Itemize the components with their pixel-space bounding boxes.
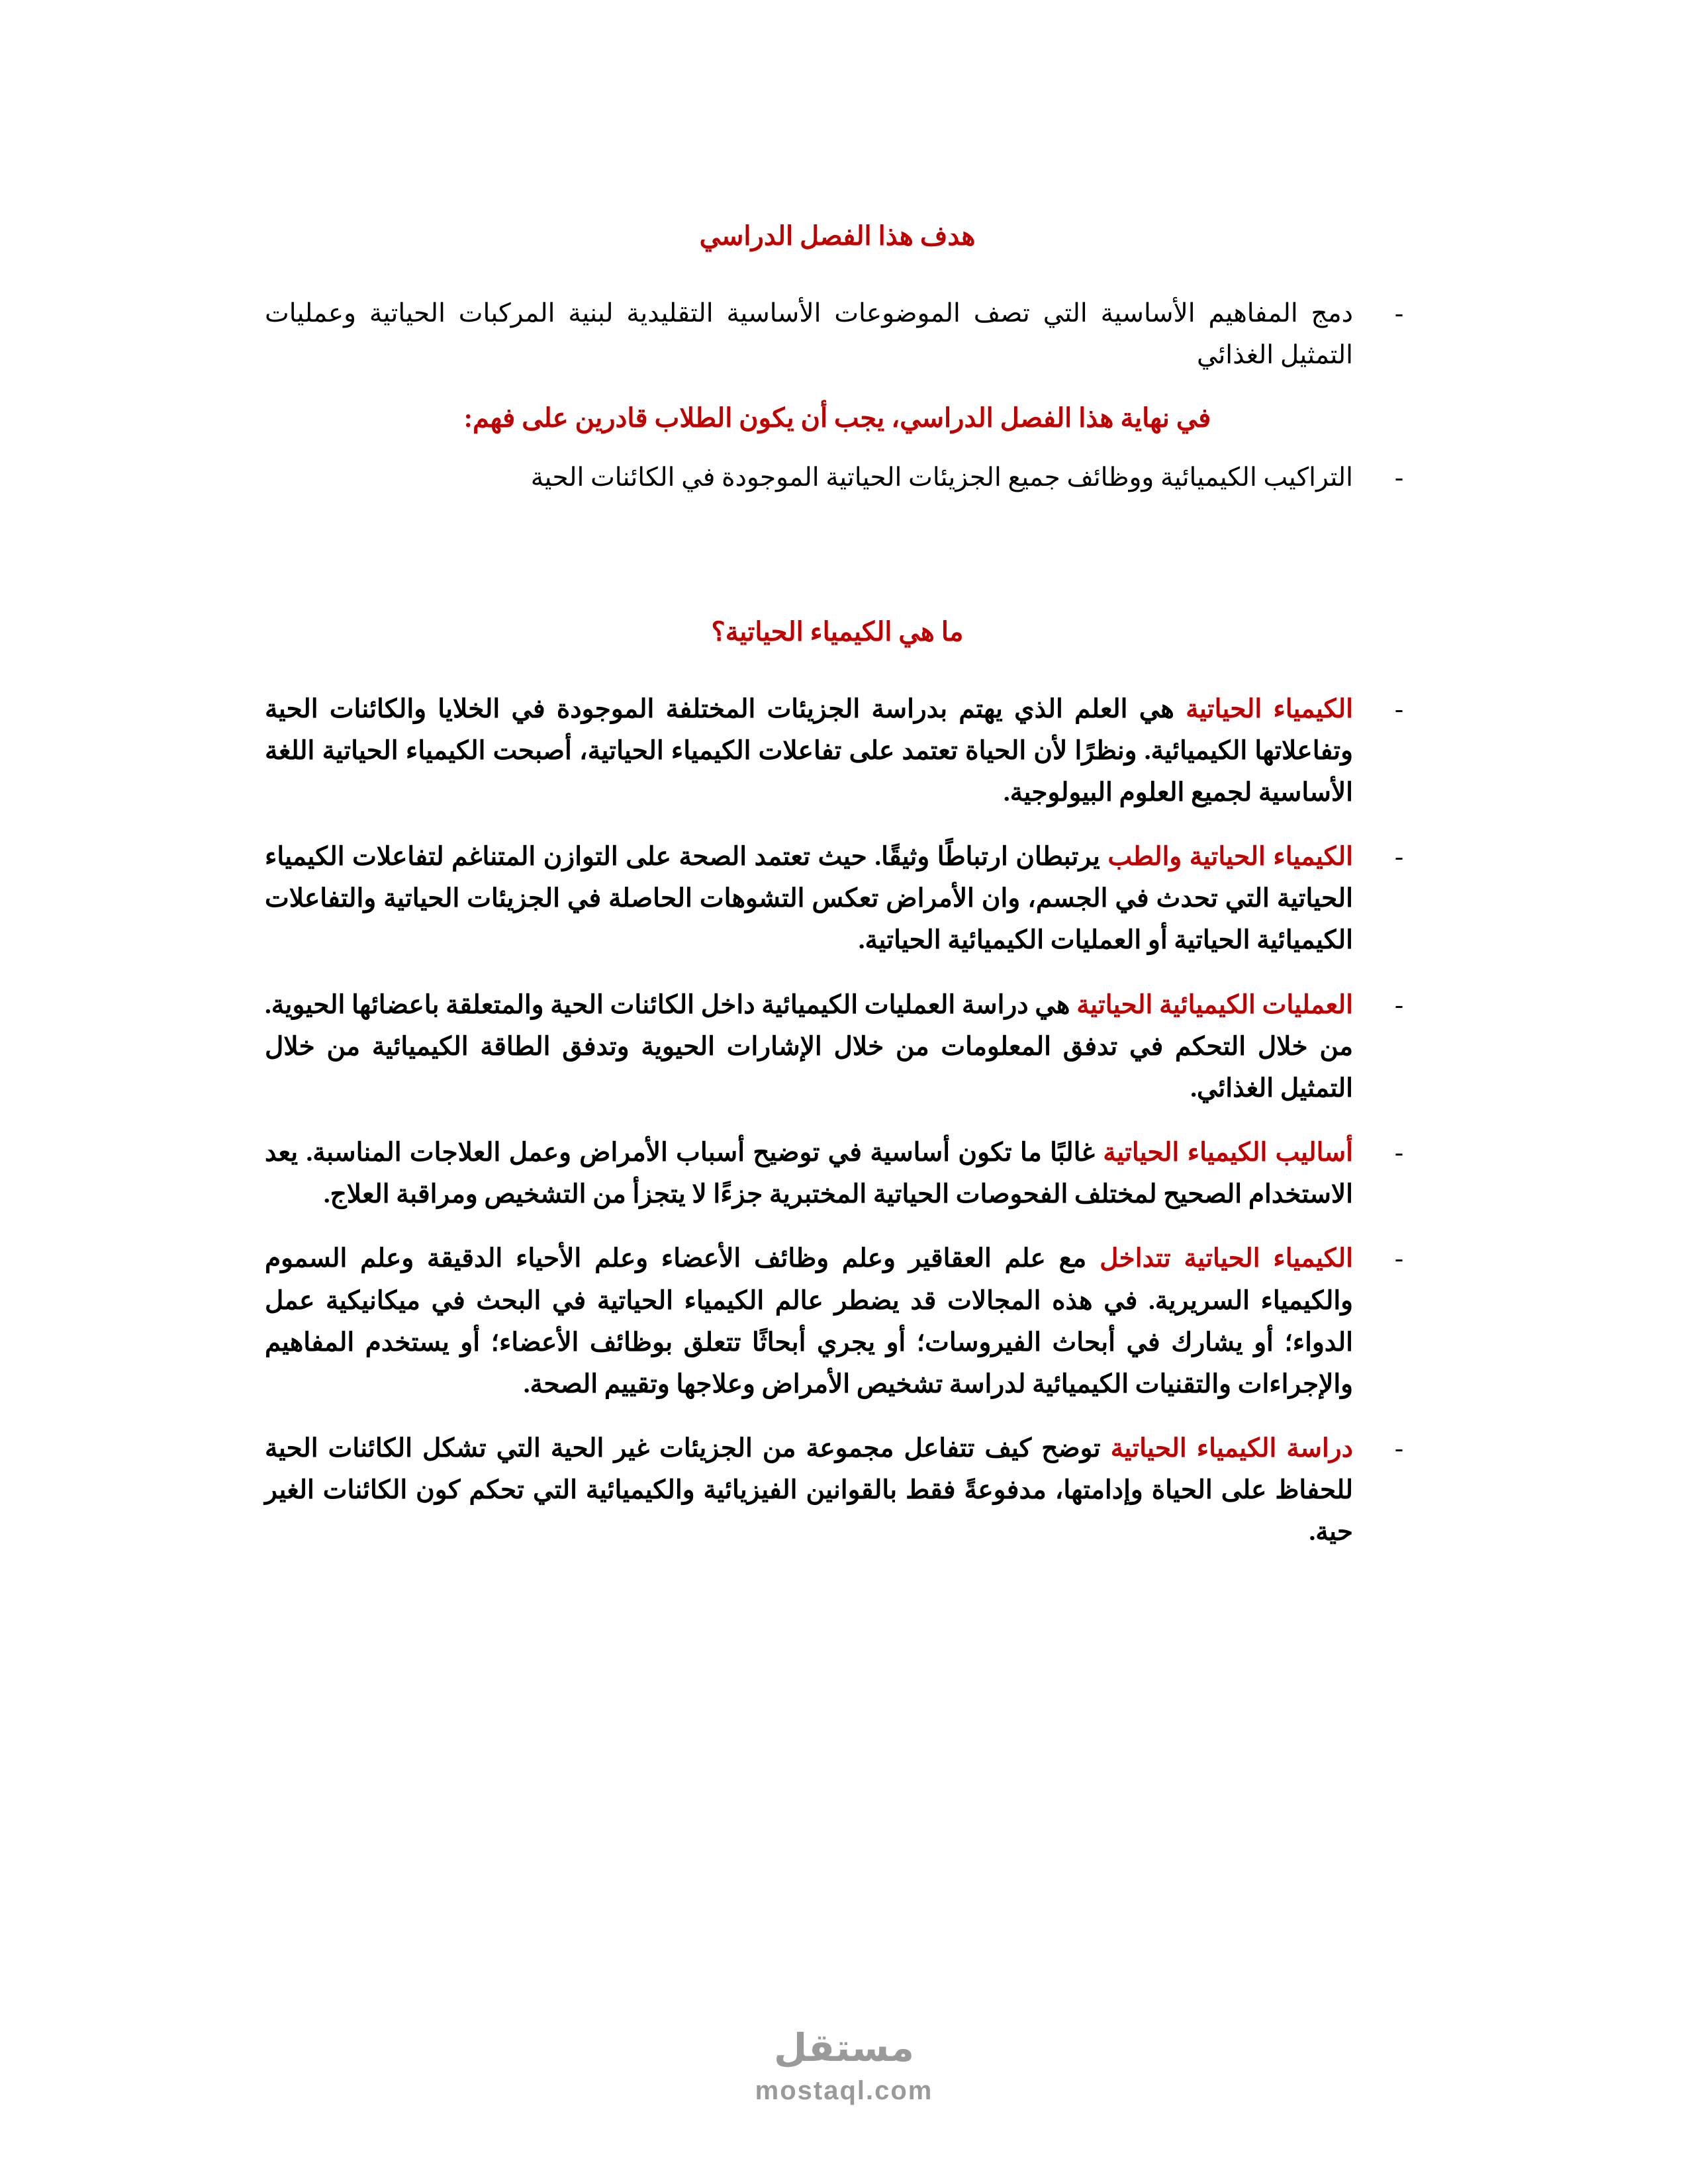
outcomes-item-text: التراكيب الكيميائية ووظائف جميع الجزيئات الحياتية الموجودة في الكائنات الحية (530, 463, 1353, 492)
bullet-dash-icon: - (1395, 694, 1403, 723)
biochemistry-heading: ما هي الكيمياء الحياتية؟ (711, 616, 964, 647)
bullet-item-study (265, 1428, 1410, 1553)
objectives-list-item (265, 293, 1410, 376)
bullet-lead-term: أساليب الكيمياء الحياتية (1103, 1138, 1354, 1167)
bullet-lead-term: الكيمياء الحياتية (1186, 694, 1354, 723)
bullet-body-text: هي دراسة العمليات الكيميائية داخل الكائنات الحية والمتعلقة باعضائها الحيوية. من خلال التحكم في تدفق المعلومات من خلال الإشارات الحيوية وتدفق الطاقة الكيميائية من خلال التمثيل الغذائي. (265, 990, 1353, 1103)
bullet-item-overlap (265, 1238, 1410, 1405)
bullet-body-text: مع علم العقاقير وعلم وظائف الأعضاء وعلم الأحياء الدقيقة وعلم السموم والكيمياء السريرية. في هذه المجالات قد يضطر عالم الكيمياء الحياتية في البحث في ميكانيكية عمل الدواء؛ أو يشارك في أبحاث الفيروسات؛ أو يجري أبحاثًا تتعلق بوظائف الأعضاء؛ أو يستخدم المفاهيم والإجراءات والتقنيات الكيميائية لدراسة تشخيص الأمراض وعلاجها وتقييم الصحة. (265, 1244, 1353, 1398)
bullet-body-text: يرتبطان ارتباطًا وثيقًا. حيث تعتمد الصحة على التوازن المتناغم لتفاعلات الكيمياء الحياتية التي تحدث في الجسم، وان الأمراض تعكس التشوهات الحاصلة في الجزيئات الحياتية والتفاعلات الكيميائية الحياتية أو العمليات الكيميائية الحياتية. (265, 842, 1353, 955)
bullet-dash-icon: - (1395, 990, 1403, 1019)
section-spacer (265, 522, 1410, 563)
bullet-lead-term: الكيمياء الحياتية تتداخل (1100, 1244, 1353, 1273)
bullet-dash-icon: - (1395, 463, 1403, 492)
bullet-body-text: هي العلم الذي يهتم بدراسة الجزيئات المختلفة الموجودة في الخلايا والكائنات الحية وتفاعلاتها الكيميائية. ونظرًا لأن الحياة تعتمد على تفاعلات الكيمياء الحياتية، أصبحت الكيمياء الحياتية اللغة الأساسية لجميع العلوم البيولوجية. (265, 694, 1353, 807)
mostaql-logo-text: مستقل (773, 2025, 915, 2071)
bullet-dash-icon: - (1395, 842, 1403, 872)
objectives-item-text: دمج المفاهيم الأساسية التي تصف الموضوعات الأساسية التقليدية لبنية المركبات الحياتية وعمليات التمثيل الغذائي (265, 299, 1353, 370)
bullet-body-text: توضح كيف تتفاعل مجموعة من الجزيئات غير الحية التي تشكل الكائنات الحية للحفاظ على الحياة وإدامتها، مدفوعةً فقط بالقوانين الفيزيائية والكيميائية التي تحكم كون الكائنات الغير حية. (265, 1434, 1354, 1547)
bullet-lead-term: الكيمياء الحياتية والطب (1107, 842, 1353, 872)
bullet-item-methods (265, 1132, 1410, 1215)
bullet-item-medicine (265, 836, 1410, 962)
outcomes-list (265, 457, 1410, 498)
objectives-heading: هدف هذا الفصل الدراسي (699, 221, 976, 251)
biochemistry-bullet-list (265, 688, 1410, 1553)
biochemistry-section (265, 614, 1410, 1553)
bullet-lead-term: دراسة الكيمياء الحياتية (1110, 1434, 1353, 1463)
bullet-dash-icon: - (1395, 1138, 1403, 1167)
bullet-dash-icon: - (1395, 1244, 1403, 1273)
mostaql-watermark (0, 2027, 1688, 2106)
objectives-section (265, 218, 1410, 499)
bullet-lead-term: العمليات الكيميائية الحياتية (1076, 990, 1353, 1019)
document-content (265, 218, 1410, 1576)
objectives-list (265, 293, 1410, 376)
bullet-dash-icon: - (1395, 1434, 1403, 1463)
outcomes-list-item (265, 457, 1410, 498)
bullet-item-definition (265, 688, 1410, 814)
bullet-item-processes (265, 984, 1410, 1110)
learning-outcomes-heading: في نهاية هذا الفصل الدراسي، يجب أن يكون الطلاب قادرين على فهم: (463, 403, 1211, 433)
bullet-body-text: غالبًا ما تكون أساسية في توضيح أسباب الأمراض وعمل العلاجات المناسبة. يعد الاستخدام الصحيح لمختلف الفحوصات الحياتية المختبرية جزءًا لا يتجزأ من التشخيص ومراقبة العلاج. (265, 1138, 1353, 1209)
mostaql-logo-domain: mostaql.com (755, 2076, 933, 2105)
bullet-dash-icon: - (1395, 299, 1403, 328)
